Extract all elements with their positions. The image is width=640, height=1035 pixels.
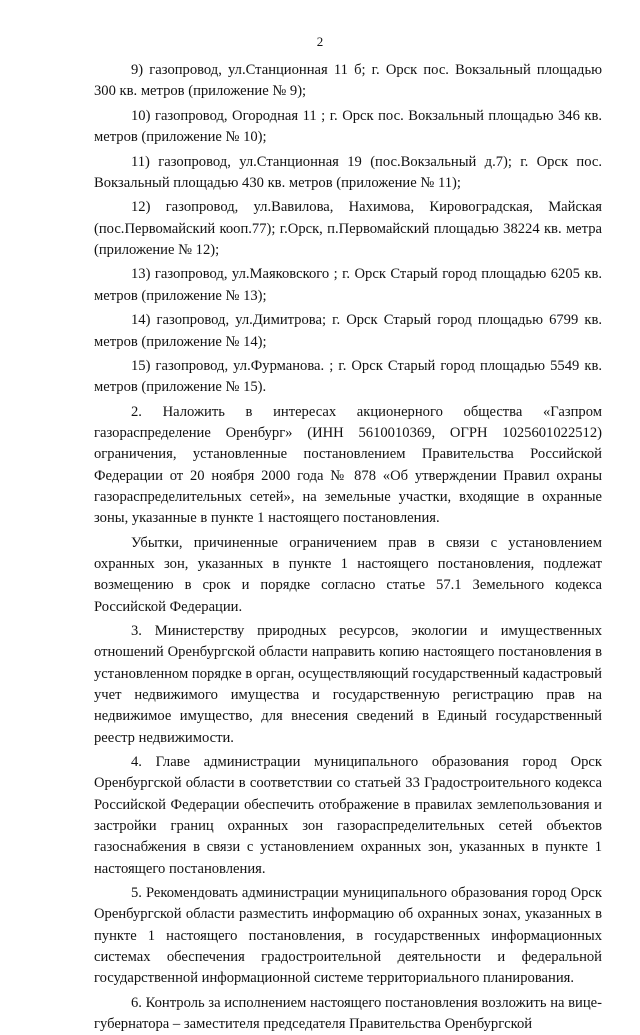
clause-5: 5. Рекомендовать администрации муниципального образования город Орск Оренбургской области разместить информацию об охранных зонах, указанных в пункте 1 настоящего постановления, в государственных информационных системах обеспечения градостроительной деятельности и федеральной государственной информационной системе территориального планирования. [94,885,602,987]
list-item-14: 14) газопровод, ул.Димитрова; г. Орск Старый город площадью 6799 кв. метров (приложение № 14); [94,312,602,350]
clause-2-losses: Убытки, причиненные ограничением прав в связи с установлением охранных зон, указанных в пункте 1 настоящего постановления, подлежат возмещению в срок и порядке согласно статье 57.1 Земельного кодекса Российской Федерации. [94,534,602,615]
list-item-12: 12) газопровод, ул.Вавилова, Нахимова, Кировоградская, Майская (пос.Первомайский кооп.77); г.Орск, п.Первомайский площадью 38224 кв. метра (приложение № 12); [94,199,602,258]
list-item-10: 10) газопровод, Огородная 11 ; г. Орск пос. Вокзальный площадью 346 кв. метров (приложение № 10); [94,107,602,146]
list-item-15: 15) газопровод, ул.Фурманова. ; г. Орск Старый город площадью 5549 кв. метров (приложение № 15). [94,357,602,396]
clause-6: 6. Контроль за исполнением настоящего постановления возложить на вице-губернатора – заместителя председателя Правительства Оренбургской [94,994,602,1033]
list-item-11: 11) газопровод, ул.Станционная 19 (пос.Вокзальный д.7); г. Орск пос. Вокзальный площадью 430 кв. метров (приложение № 11); [94,153,602,191]
list-item-9: 9) газопровод, ул.Станционная 11 б; г. Орск пос. Вокзальный площадью 300 кв. метров (приложение № 9); [94,62,602,100]
clause-4: 4. Главе администрации муниципального образования город Орск Оренбургской области в соответствии со статьей 33 Градостроительного кодекса Российской Федерации обеспечить отображение в правилах землепользования и застройки границ охранных зон газораспределительных сетей объектов газоснабжения в связи с установлением охранных зон, указанных в пункте 1 настоящего постановления. [94,754,602,877]
list-item-13: 13) газопровод, ул.Маяковского ; г. Орск Старый город площадью 6205 кв. метров (приложение № 13); [94,266,602,304]
clause-2: 2. Наложить в интересах акционерного общества «Газпром газораспределение Оренбург» (ИНН 5610010369, ОГРН 1025601022512) ограничения, установленные постановлением Правительства Российской Федерации от 20 ноября 2000 года № 878 «Об утверждении Правил охраны газораспределительных сетей», на земельные участки, входящие в охранные зоны, указанные в пункте 1 настоящего постановления. [94,403,602,527]
clause-3: 3. Министерству природных ресурсов, экологии и имущественных отношений Оренбургской области направить копию настоящего постановления в установленном порядке в орган, осуществляющий государственный кадастровый учет недвижимого имущества и государственную регистрацию прав на недвижимое имущество, для внесения сведений в Единый государственный реестр недвижимости. [94,623,602,746]
page-number: 2 [316,34,324,49]
document-body [94,60,602,1035]
